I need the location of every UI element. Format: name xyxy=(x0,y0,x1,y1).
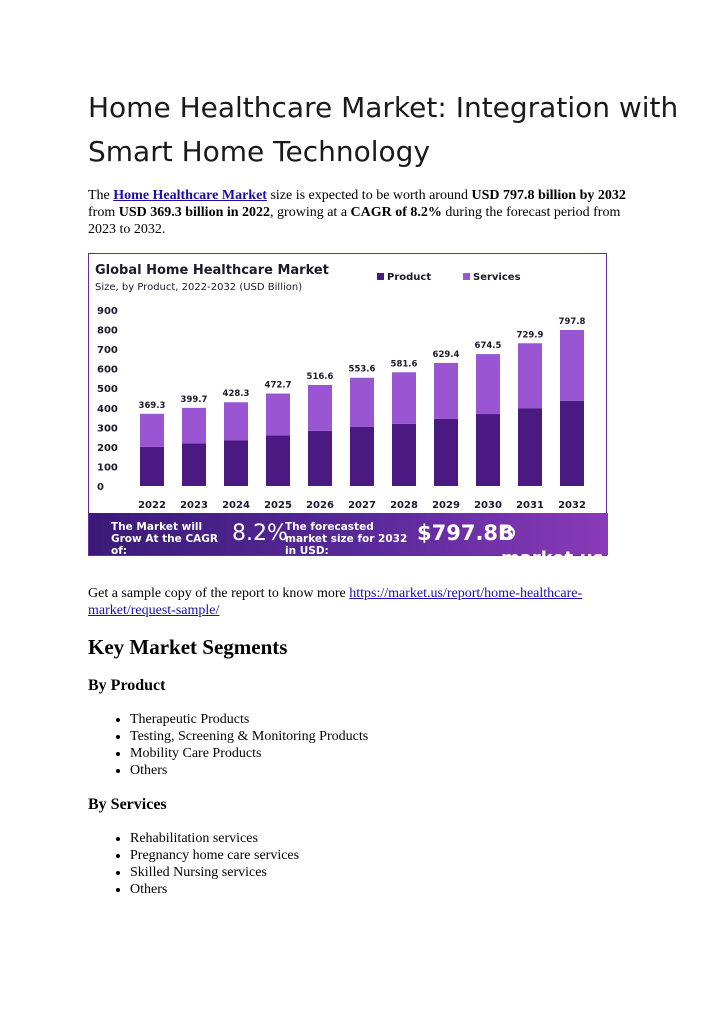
bar-chart xyxy=(89,254,608,515)
bar-total-label: 581.6 xyxy=(390,359,418,370)
list-item: • Others xyxy=(130,881,299,898)
bar-total-label: 472.7 xyxy=(264,380,292,391)
y-tick-label: 300 xyxy=(97,423,118,435)
banner-forecast-text: The forecasted market size for 2032 in USD: xyxy=(285,521,408,557)
bar-total-label: 428.3 xyxy=(222,389,250,400)
bar-total-label: 516.6 xyxy=(306,371,334,382)
cagr-banner xyxy=(89,513,608,569)
list-item: • Rehabilitation services xyxy=(130,830,299,847)
bar-total-label: 797.8 xyxy=(558,316,586,327)
sample-text: Get a sample copy of the report to know more xyxy=(88,586,350,601)
bar-services-segment xyxy=(308,385,332,431)
banner-brand xyxy=(501,520,608,572)
list-item: • Skilled Nursing services xyxy=(130,864,299,881)
bar-services-segment xyxy=(350,378,374,427)
chart-subtitle: Size, by Product, 2022-2032 (USD Billion) xyxy=(95,282,303,293)
list-item: • Therapeutic Products xyxy=(130,711,368,728)
bar-product-segment xyxy=(182,443,206,486)
home-healthcare-market-link[interactable]: Home Healthcare Market xyxy=(113,188,267,203)
bar-services-segment xyxy=(140,414,164,447)
legend-services-swatch xyxy=(463,273,470,280)
x-tick-label: 2024 xyxy=(222,500,250,511)
banner-value: $797.8B xyxy=(417,521,515,545)
market-chart-image xyxy=(88,253,607,569)
bar-product-segment xyxy=(392,424,416,486)
bar-product-segment xyxy=(518,408,542,486)
legend-services-label: Services xyxy=(473,272,521,283)
intro-text: during the forecast period from 2023 to 2032. xyxy=(88,205,621,237)
by-product-heading: By Product xyxy=(88,677,166,694)
y-axis xyxy=(97,306,118,493)
sample-request-link[interactable]: https://market.us/report/home-healthcare-market/request-sample/ xyxy=(88,586,583,618)
x-tick-label: 2032 xyxy=(558,500,586,511)
y-tick-label: 200 xyxy=(97,442,118,454)
y-tick-label: 0 xyxy=(97,482,104,493)
list-item: • Pregnancy home care services xyxy=(130,847,299,864)
bar-services-segment xyxy=(434,363,458,419)
legend-product-swatch xyxy=(377,273,384,280)
bar-total-label: 674.5 xyxy=(474,341,502,352)
bar-product-segment xyxy=(140,447,164,486)
intro-text: , growing at a xyxy=(270,205,351,220)
bar-services-segment xyxy=(392,372,416,424)
bar-services-segment xyxy=(518,343,542,408)
bar-product-segment xyxy=(560,401,584,486)
x-tick-label: 2030 xyxy=(474,500,502,511)
services-list xyxy=(88,830,299,898)
intro-bold-value: USD 797.8 billion by 2032 xyxy=(471,188,626,203)
y-tick-label: 100 xyxy=(97,462,118,474)
x-tick-label: 2026 xyxy=(306,500,334,511)
x-axis xyxy=(138,500,586,511)
legend-product-label: Product xyxy=(387,272,432,283)
x-tick-label: 2027 xyxy=(348,500,376,511)
x-tick-label: 2022 xyxy=(138,500,166,511)
intro-bold-value: CAGR of 8.2% xyxy=(350,205,442,220)
intro-text: The xyxy=(88,188,114,203)
y-tick-label: 700 xyxy=(97,345,118,357)
bar-product-segment xyxy=(434,419,458,486)
bar-total-label: 553.6 xyxy=(348,364,376,375)
chart-title: Global Home Healthcare Market xyxy=(95,263,329,278)
bar-product-segment xyxy=(476,414,500,486)
bar-product-segment xyxy=(350,427,374,486)
list-item: • Others xyxy=(130,762,368,779)
product-list xyxy=(88,711,368,779)
x-tick-label: 2031 xyxy=(516,500,544,511)
banner-brand-text: market.us xyxy=(501,548,604,569)
intro-paragraph xyxy=(88,187,628,238)
bar-services-segment xyxy=(224,402,248,440)
x-tick-label: 2028 xyxy=(390,500,418,511)
y-tick-label: 900 xyxy=(97,306,118,317)
intro-bold-value: USD 369.3 billion in 2022 xyxy=(118,205,271,220)
key-market-segments-heading: Key Market Segments xyxy=(88,635,288,659)
bar-services-segment xyxy=(182,408,206,444)
bar-services-segment xyxy=(560,330,584,401)
intro-text: size is expected to be worth around xyxy=(266,188,472,203)
bar-total-label: 399.7 xyxy=(180,394,208,405)
x-tick-label: 2023 xyxy=(180,500,208,511)
bar-total-label: 629.4 xyxy=(432,349,460,360)
bar-total-label: 729.9 xyxy=(516,330,544,341)
bar-product-segment xyxy=(224,440,248,486)
x-tick-label: 2025 xyxy=(264,500,292,511)
bar-services-segment xyxy=(266,394,290,436)
y-tick-label: 600 xyxy=(97,364,118,376)
list-item: • Testing, Screening & Monitoring Products xyxy=(130,728,368,745)
bar-product-segment xyxy=(266,436,290,486)
intro-text: from xyxy=(88,205,119,220)
bars-group xyxy=(139,317,586,486)
banner-cagr: 8.2% xyxy=(232,521,288,546)
by-services-heading: By Services xyxy=(88,796,167,813)
y-tick-label: 400 xyxy=(97,403,118,415)
y-tick-label: 500 xyxy=(97,384,118,396)
page-title: Home Healthcare Market: Integration with Smart Home Technology xyxy=(88,91,679,168)
bar-product-segment xyxy=(308,431,332,486)
bar-services-segment xyxy=(476,354,500,414)
y-tick-label: 800 xyxy=(97,325,118,337)
banner-grow-text: The Market will Grow At the CAGR of: xyxy=(111,521,218,557)
x-tick-label: 2029 xyxy=(432,500,460,511)
bar-total-label: 369.3 xyxy=(138,400,166,411)
market-us-logo-icon xyxy=(501,526,515,540)
list-item: • Mobility Care Products xyxy=(130,745,368,762)
sample-paragraph xyxy=(88,585,648,619)
